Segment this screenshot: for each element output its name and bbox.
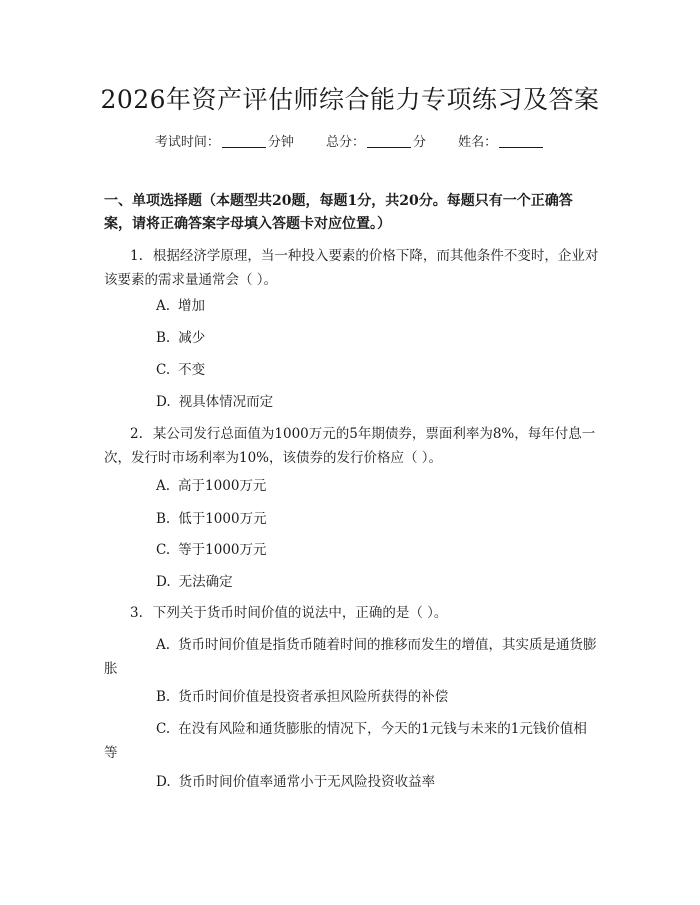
question-3-option-c: C. 在没有风险和通货膨胀的情况下，今天的1元钱与未来的1元钱价值相等	[104, 721, 587, 761]
exam-meta-line	[0, 131, 700, 150]
total-score-label: 总分：	[325, 135, 365, 150]
question-2-option-b: B. 低于1000万元	[156, 511, 267, 527]
question-1-stem	[104, 244, 600, 292]
question-1-option-c: C. 不变	[156, 362, 206, 378]
question-3-option-a: A. 货币时间价值是指货币随着时间的推移而发生的增值，其实质是通货膨胀	[104, 637, 597, 677]
total-score-unit: 分	[413, 135, 427, 150]
question-3-option-d: D. 货币时间价值率通常小于无风险投资收益率	[156, 774, 436, 790]
exam-time-label: 考试时间：	[154, 135, 220, 150]
question-2-number: 2.	[130, 426, 143, 442]
name-label: 姓名：	[458, 135, 498, 150]
question-2-option-d: D. 无法确定	[156, 574, 233, 590]
document-title: 2026年资产评估师综合能力专项练习及答案	[100, 85, 600, 114]
exam-time-unit: 分钟	[267, 135, 294, 150]
question-1-text: 根据经济学原理，当一种投入要素的价格下降，而其他条件不变时，企业对该要素的需求量通常会（ ）。	[104, 248, 599, 288]
question-2-option-c: C. 等于1000万元	[156, 542, 267, 558]
exam-time-field	[155, 131, 294, 150]
question-3-number: 3.	[130, 605, 143, 621]
name-blank	[499, 135, 543, 148]
total-score-field	[326, 131, 426, 150]
question-3-option-b: B. 货币时间价值是投资者承担风险所获得的补偿	[156, 689, 449, 705]
section-header: 一、单项选择题（本题型共20题，每题1分，共20分。每题只有一个正确答案，请将正确答案字母填入答题卡对应位置。）	[104, 193, 573, 232]
exam-time-blank	[222, 135, 266, 148]
question-3-text: 下列关于货币时间价值的说法中，正确的是（ ）。	[152, 605, 448, 621]
total-score-blank	[367, 135, 411, 148]
question-1-option-b: B. 减少	[156, 330, 206, 346]
question-3-stem	[104, 601, 600, 625]
question-2-stem	[104, 422, 600, 470]
question-1-number: 1.	[130, 248, 143, 264]
question-1-option-d: D. 视具体情况而定	[156, 394, 274, 410]
question-2-text: 某公司发行总面值为1000万元的5年期债券，票面利率为8%，每年付息一次，发行时市场利率为10%，该债券的发行价格应（ ）。	[104, 426, 596, 466]
question-1-option-a: A. 增加	[156, 298, 206, 314]
name-field	[458, 131, 545, 150]
question-2-option-a: A. 高于1000万元	[156, 478, 267, 494]
